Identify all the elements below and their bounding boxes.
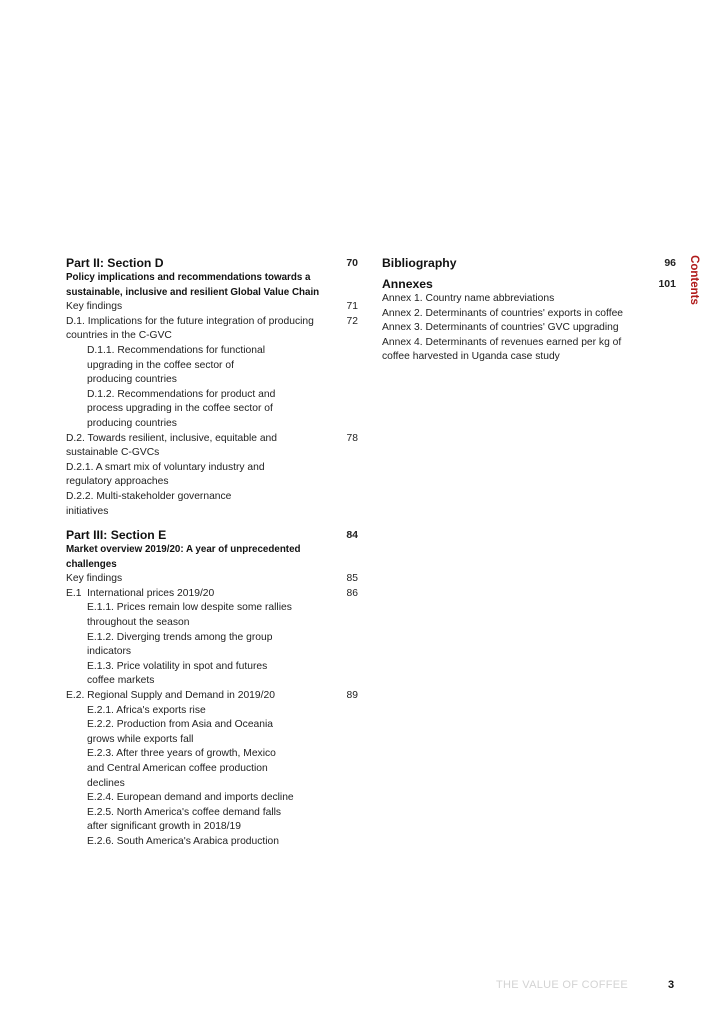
entry-text: E.1.3. Price volatility in spot and futures coffee markets — [87, 660, 268, 687]
toc-entry[interactable] — [382, 321, 676, 336]
contents-tab-label: Contents — [688, 255, 700, 305]
toc-entry[interactable] — [66, 747, 358, 791]
entry-text: D.2. Towards resilient, inclusive, equitable and sustainable C-GVCs — [66, 432, 278, 459]
section-title: Part II: Section D — [66, 256, 164, 270]
page-number: 72 — [346, 315, 358, 327]
toc-section-part3[interactable] — [66, 527, 358, 543]
entry-text: D.1.2. Recommendations for product and process upgrading in the coffee sector of producing countries — [87, 388, 276, 429]
entry-text: Annex 4. Determinants of revenues earned per kg of coffee harvested in Uganda case study — [382, 336, 622, 363]
page-number: 70 — [346, 257, 358, 269]
toc-entry[interactable] — [66, 601, 358, 630]
page-number: 84 — [346, 529, 358, 542]
entry-text: D.1. Implications for the future integration of producing countries in the C-GVC — [66, 315, 314, 342]
footer-title: THE VALUE OF COFFEE — [496, 979, 629, 991]
toc-entry[interactable] — [66, 587, 358, 602]
page-number: 89 — [346, 690, 358, 702]
toc-entry[interactable] — [66, 660, 358, 689]
page-number: 85 — [346, 573, 358, 585]
toc-entry[interactable] — [382, 292, 676, 307]
toc-entry[interactable] — [66, 344, 358, 388]
entry-text: E.1 International prices 2019/20 — [66, 587, 215, 599]
toc-left-column — [66, 255, 358, 850]
entry-text: Key findings — [66, 301, 123, 313]
entry-text: E.1.1. Prices remain low despite some rallies throughout the season — [87, 602, 292, 629]
toc-entry[interactable] — [382, 307, 676, 322]
toc-entry[interactable] — [66, 806, 358, 835]
toc-section-part2[interactable] — [66, 255, 358, 271]
toc-entry[interactable] — [382, 336, 676, 365]
entry-text: E.1.2. Diverging trends among the group indicators — [87, 631, 273, 658]
page-number: 71 — [346, 301, 358, 313]
page-number: 86 — [346, 587, 358, 599]
section-subtitle: Market overview 2019/20: A year of unprecedented challenges — [66, 544, 301, 570]
entry-text: Annex 2. Determinants of countries' exports in coffee — [382, 307, 624, 319]
toc-entry[interactable] — [66, 432, 358, 461]
entry-text: Annex 1. Country name abbreviations — [382, 293, 555, 304]
toc-entry[interactable] — [66, 718, 358, 747]
toc-entry[interactable] — [66, 791, 358, 806]
section-title: Bibliography — [382, 256, 457, 270]
toc-entry[interactable] — [66, 490, 358, 519]
toc-entry[interactable] — [66, 704, 358, 719]
toc-entry[interactable] — [66, 388, 358, 432]
page-number: 78 — [346, 432, 358, 444]
entry-text: D.2.1. A smart mix of voluntary industry and regulatory approaches — [66, 461, 265, 488]
toc-entry[interactable] — [66, 315, 358, 344]
entry-text: E.2.3. After three years of growth, Mexico and Central American coffee production declines — [87, 748, 276, 789]
entry-text: E.2.4. European demand and imports decline — [87, 792, 294, 804]
toc-entry[interactable] — [66, 461, 358, 490]
section-subtitle: Policy implications and recommendations towards a sustainable, inclusive and resilient Global Value Chain — [66, 272, 320, 298]
toc-section-bibliography[interactable] — [382, 255, 676, 271]
toc-entry[interactable] — [66, 689, 358, 704]
entry-text: E.2.2. Production from Asia and Oceania grows while exports fall — [87, 719, 274, 745]
entry-text: E.2. Regional Supply and Demand in 2019/20 — [66, 690, 275, 702]
entry-text: D.1.1. Recommendations for functional upgrading in the coffee sector of producing countries — [87, 344, 265, 386]
toc-entry[interactable] — [66, 835, 358, 850]
toc-entry[interactable] — [66, 631, 358, 660]
entry-text: Key findings — [66, 573, 123, 585]
toc-right-column — [382, 255, 676, 365]
toc-entry[interactable] — [66, 572, 358, 587]
page-number: 96 — [664, 257, 676, 269]
toc-entry[interactable] — [66, 300, 358, 315]
entry-text: E.2.6. South America's Arabica production — [87, 835, 279, 847]
entry-text: E.2.5. North America's coffee demand falls after significant growth in 2018/19 — [87, 806, 282, 833]
section-title: Annexes — [382, 277, 433, 291]
section-title: Part III: Section E — [66, 528, 167, 543]
entry-text: D.2.2. Multi-stakeholder governance initiatives — [66, 490, 232, 517]
toc-section-annexes[interactable] — [382, 276, 676, 292]
footer-page-number: 3 — [668, 979, 675, 991]
entry-text: E.2.1. Africa's exports rise — [87, 704, 206, 716]
entry-text: Annex 3. Determinants of countries' GVC upgrading — [382, 322, 619, 334]
page-number: 101 — [658, 278, 676, 290]
contents-side-tab[interactable] — [687, 252, 701, 308]
